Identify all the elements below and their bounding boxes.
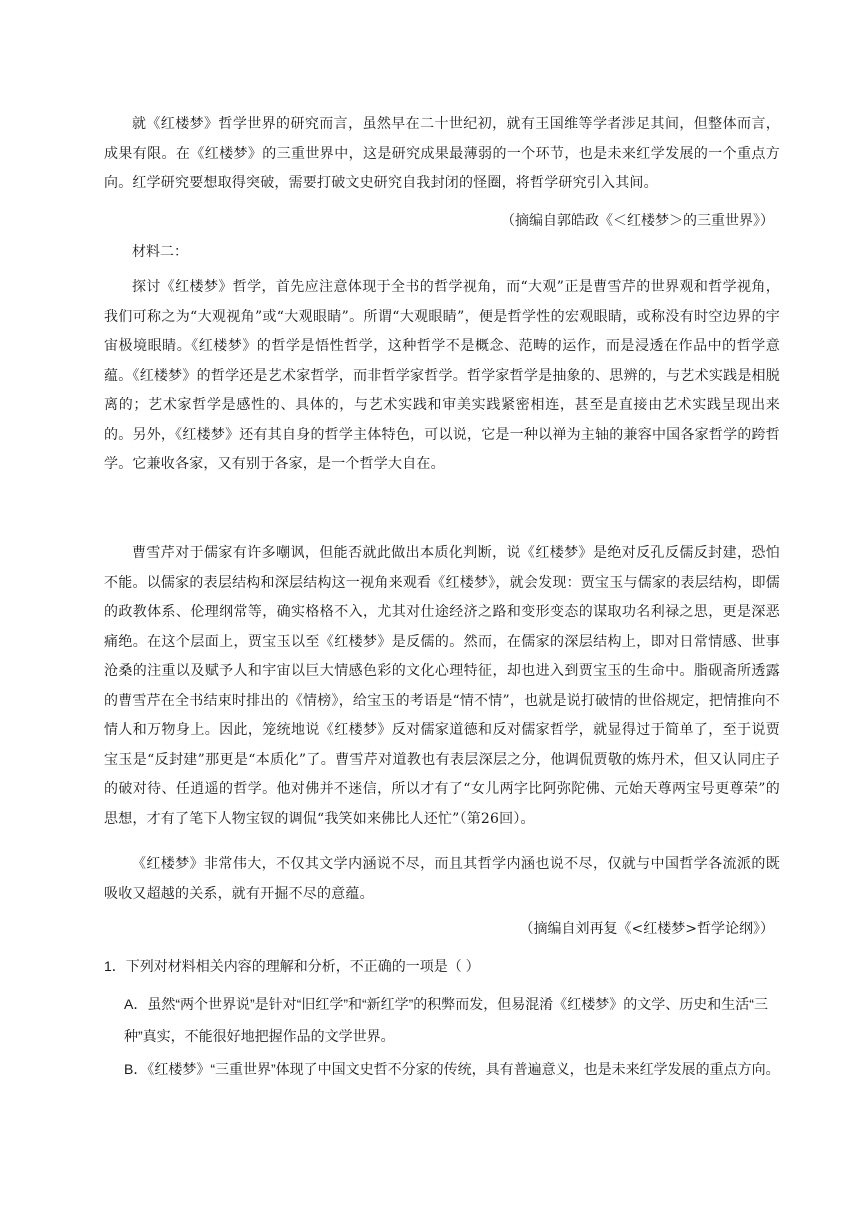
source-citation-1: （摘编自郭皓政《＜红楼梦＞的三重世界》） (501, 213, 774, 229)
paragraph-daguan-perspective: 探讨《红楼梦》哲学，首先应注意体现于全书的哲学视角，而“大观”正是曹雪芹的世界观和哲学视角，我们可称之为“大观视角”或“大观眼睛”。所谓“大观眼睛”，便是哲学性的宏观眼睛，或称没有时空边界的宇宙极境眼睛。《红楼梦》的哲学是悟性哲学，这种哲学不是概念、范畴的运作，而是浸透在作品中的哲学意蕴。《红楼梦》的哲学还是艺术家哲学，而非哲学家哲学。哲学家哲学是抽象的、思辨的，与艺术实践是相脱离的；艺术家哲学是感性的、具体的，与艺术实践和审美实践紧密相连，甚至是直接由艺术实践呈现出来的。另外，《红楼梦》还有其自身的哲学主体特色，可以说，它是一种以禅为主轴的兼容中国各家哲学的跨哲学。它兼收各家，又有别于各家，是一个哲学大自在。 (104, 279, 780, 472)
paragraph-confucianism: 曹雪芹对于儒家有许多嘲讽，但能否就此做出本质化判断，说《红楼梦》是绝对反孔反儒反封建，恐怕不能。以儒家的表层结构和深层结构这一视角来观看《红楼梦》，就会发现：贾宝玉与儒家的表层结构，即儒的政教体系、伦理纲常等，确实格格不入，尤其对仕途经济之路和变形变态的谋取功名利禄之思，更是深恶痛绝。在这个层面上，贾宝玉以至《红楼梦》是反儒的。然而，在儒家的深层结构上，即对日常情感、世事沧桑的注重以及赋予人和宇宙以巨大情感色彩的文化心理特征，却也进入到贾宝玉的生命中。脂砚斋所透露的曹雪芹在全书结束时排出的《情榜》，给宝玉的考语是“情不情”，也就是说打破情的世俗规定，把情推向不情人和万物身上。因此，笼统地说《红楼梦》反对儒家道德和反对儒家哲学，就显得过于简单了，至于说贾宝玉是“反封建”那更是“本质化”了。曹雪芹对道教也有表层深层之分，他调侃贾敬的炼丹术，但又认同庄子的破对待、任逍遥的哲学。他对佛并不迷信，所以才有了“女儿两字比阿弥陀佛、元始天尊两宝号更尊荣”的思想，才有了笔下人物宝钗的调侃“我笑如来佛比人还忙”（第26回）。 (104, 545, 780, 827)
question-1-option-a: A．虽然“两个世界说”是针对“旧红学”和“新红学”的积弊而发，但易混淆《红楼梦》的文学、历史和生活“三种”真实，不能很好地把握作品的文学世界。 (124, 996, 768, 1044)
question-1-option-b: B．《红楼梦》“三重世界”体现了中国文史哲不分家的传统，具有普遍意义，也是未来红学发展的重点方向。 (124, 1061, 780, 1077)
paragraph-research-status: 就《红楼梦》哲学世界的研究而言，虽然早在二十世纪初，就有王国维等学者涉足其间，但整体而言，成果有限。在《红楼梦》的三重世界中，这是研究成果最薄弱的一个环节，也是未来红学发展的一个重点方向。红学研究要想取得突破，需要打破文史研究自我封闭的怪圈，将哲学研究引入其间。 (104, 116, 780, 191)
paragraph-greatness: 《红楼梦》非常伟大，不仅其文学内涵说不尽，而且其哲学内涵也说不尽，仅就与中国哲学各流派的既吸收又超越的关系，就有开掘不尽的意蕴。 (104, 856, 780, 902)
material-two-label: 材料二： (132, 244, 188, 260)
question-1-stem: 1．下列对材料相关内容的理解和分析，不正确的一项是（ ） (104, 958, 480, 974)
source-citation-2: （摘编自刘再复《<红楼梦>哲学论纲》） (519, 921, 774, 937)
